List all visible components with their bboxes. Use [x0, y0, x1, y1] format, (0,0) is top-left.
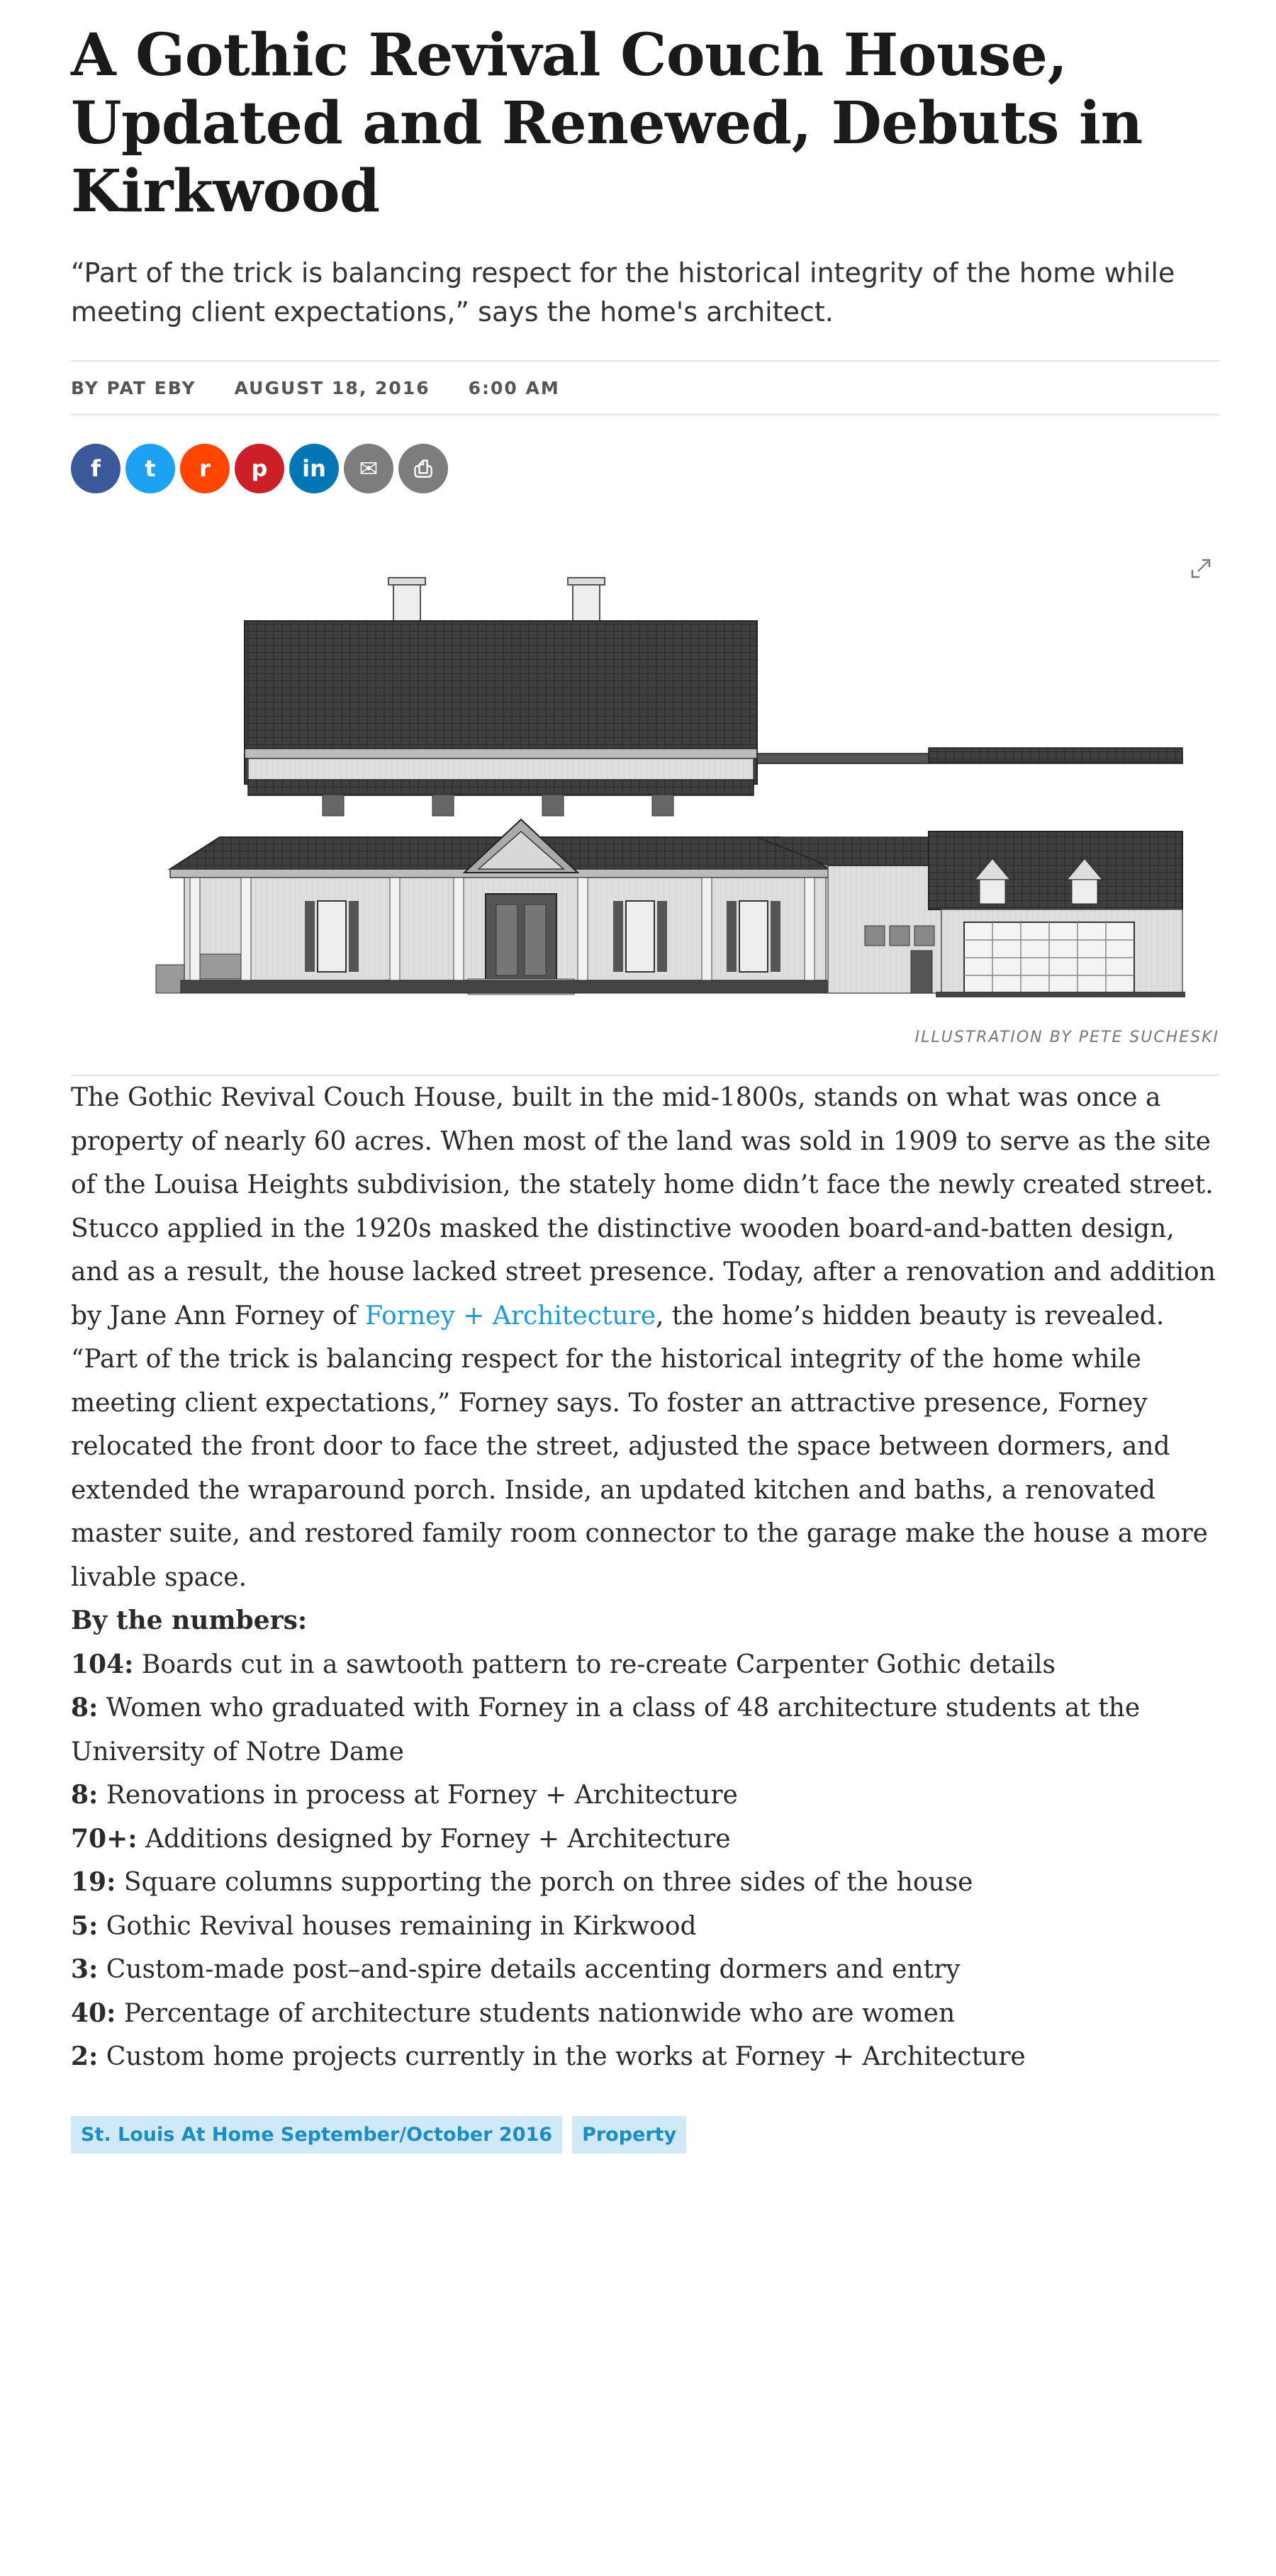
share-bar: [71, 444, 1219, 493]
number-text: Custom home projects currently in the works at Forney + Architecture: [98, 2042, 1026, 2071]
facebook-icon[interactable]: f: [71, 444, 121, 493]
number-text: Gothic Revival houses remaining in Kirkwood: [98, 1911, 697, 1941]
illustration-credit: ILLUSTRATION BY PETE SUCHESKI: [914, 1029, 1219, 1046]
byline-author[interactable]: BY PAT EBY: [71, 377, 196, 398]
number-item: [71, 2035, 1219, 2079]
number-item: [71, 1774, 1219, 1818]
number-text: Boards cut in a sawtooth pattern to re-create Carpenter Gothic details: [133, 1650, 1056, 1679]
number-value: 5:: [71, 1910, 99, 1941]
number-value: 40:: [71, 1998, 116, 2028]
number-text: Additions designed by Forney + Architecture: [137, 1824, 731, 1854]
reddit-icon[interactable]: r: [180, 444, 230, 493]
intro-paragraph: [71, 1076, 1219, 1599]
byline-date: AUGUST 18, 2016: [234, 377, 430, 398]
number-value: 8:: [71, 1693, 99, 1723]
number-value: 104:: [71, 1649, 134, 1679]
email-icon[interactable]: ✉: [344, 444, 393, 493]
number-text: Women who graduated with Forney in a class of 48 architecture students at the University of Notre Dame: [71, 1693, 1141, 1766]
linkedin-icon[interactable]: in: [289, 444, 339, 493]
number-item: [71, 1818, 1219, 1861]
number-text: Custom-made post–and-spire details accenting dormers and entry: [98, 1955, 961, 1984]
article-body: [71, 1076, 1219, 2079]
number-item: [71, 1686, 1219, 1774]
numbers-list: [71, 1643, 1219, 2079]
number-item: [71, 1948, 1219, 1992]
number-value: 2:: [71, 2042, 99, 2071]
number-text: Square columns supporting the porch on three sides of the house: [116, 1868, 973, 1897]
number-value: 70+:: [71, 1823, 138, 1854]
number-value: 8:: [71, 1780, 99, 1810]
article-dek: “Part of the trick is balancing respect for the historical integrity of the home while meeting client expectations,” says the home's architect.: [71, 257, 1175, 327]
tag-link[interactable]: Property: [572, 2116, 686, 2154]
number-item: [71, 1905, 1219, 1949]
print-icon[interactable]: ⎙: [398, 444, 448, 493]
byline-time: 6:00 AM: [468, 377, 560, 398]
byline: [71, 360, 1219, 415]
number-text: Renovations in process at Forney + Architecture: [98, 1781, 738, 1810]
article: [71, 0, 1219, 2154]
number-item: [71, 1861, 1219, 1905]
number-value: 19:: [71, 1867, 116, 1897]
number-item: [71, 1992, 1219, 2036]
intro-text-2: , the home’s hidden beauty is revealed. “Part of the trick is balancing respect for the historical integrity of the home while meeting client expectations,” Forney says. To foster an attractive presence, Forney relocated the front door to face the street, adjusted the space between dormers, and extended the wraparound porch. Inside, an updated kitchen and baths, a renovated master suite, and restored family room connector to the garage make the house a more livable space.: [71, 1301, 1208, 1592]
article-title: A Gothic Revival Couch House, Updated and Renewed, Debuts in Kirkwood: [71, 21, 1143, 225]
tag-link[interactable]: St. Louis At Home September/October 2016: [71, 2116, 562, 2154]
number-text: Percentage of architecture students nationwide who are women: [116, 1998, 956, 2028]
pinterest-icon[interactable]: p: [235, 444, 284, 493]
house-illustration: [142, 568, 1233, 1007]
article-figure: [71, 493, 1219, 1075]
numbers-heading: By the numbers:: [71, 1606, 308, 1635]
intro-text-1: The Gothic Revival Couch House, built in the mid-1800s, stands on what was once a property of nearly 60 acres. When most of the land was sold in 1909 to serve as the site of the Louisa Heights subdivision, the stately home didn’t face the newly created street. Stucco applied in the 1920s masked the distinctive wooden board-and-batten design, and as a result, the house lacked street presence. Today, after a renovation and addition by Jane Ann Forney of: [71, 1083, 1216, 1331]
forney-architecture-link[interactable]: Forney + Architecture: [365, 1301, 656, 1331]
twitter-icon[interactable]: t: [125, 444, 175, 493]
number-value: 3:: [71, 1954, 99, 1984]
tag-list: [71, 2116, 1219, 2154]
number-item: [71, 1643, 1219, 1687]
